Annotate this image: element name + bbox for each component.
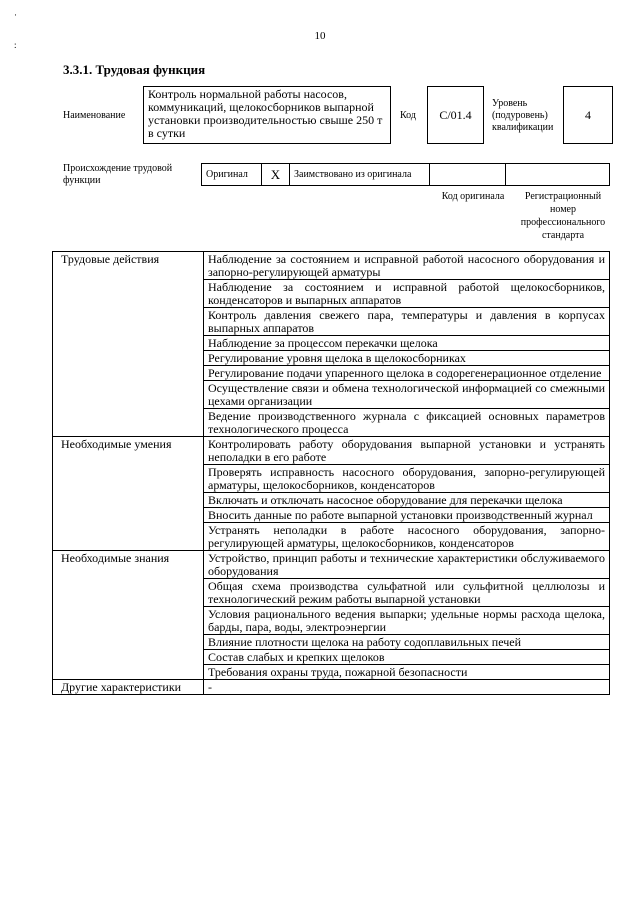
name-value: Контроль нормальной работы насосов, коммуникаций, щелокосборников выпарной установки производительностью свыше 250 т в сутки [143,86,391,144]
item-cell: Контроль давления свежего пара, температуры и давления в корпусах выпарных аппаратов [204,308,610,336]
table-row [53,437,610,465]
scan-mark: : [14,40,17,50]
table-row [53,551,610,579]
category-cell: Другие характеристики [53,680,204,695]
item-cell: Наблюдение за процессом перекачки щелока [204,336,610,351]
level-label: Уровень (подуровень) квалификации [492,98,554,133]
section-title: 3.3.1. Трудовая функция [63,62,206,77]
code-caption: Код оригинала [441,191,505,202]
table-row [53,680,610,695]
item-cell: Наблюдение за состоянием и исправной работой щелокосборников, конденсаторов и выпарных аппаратов [204,280,610,308]
item-cell: Регулирование подачи упаренного щелока в содорегенерационное отделение [204,366,610,381]
item-cell: Включать и отключать насосное оборудование для перекачки щелока [204,493,610,508]
item-cell: Ведение производственного журнала с фиксацией основных параметров технологического процесса [204,409,610,437]
category-cell: Необходимые умения [53,437,204,551]
item-cell: Состав слабых и крепких щелоков [204,650,610,665]
item-cell: Устройство, принцип работы и технические характеристики обслуживаемого оборудования [204,551,610,579]
page-number: 10 [314,30,326,42]
item-cell: Наблюдение за состоянием и исправной работой насосного оборудования и запорно-регулирующей арматуры [204,252,610,280]
item-cell: Осуществление связи и обмена технологической информацией со смежными цехами организации [204,381,610,409]
item-cell: Устранять неполадки в работе насосного оборудования, запорно-регулирующей арматуры, щелокосборников, конденсаторов [204,523,610,551]
name-label: Наименование [63,110,126,121]
origin-code-cell [430,164,506,186]
item-cell: Контролировать работу оборудования выпарной установки и устранять неполадки в его работе [204,437,610,465]
reg-caption: Регистрационный номер профессионального стандарта [520,191,606,241]
item-cell: - [204,680,610,695]
scan-mark: · [14,10,17,20]
origin-reg-cell [506,164,610,186]
origin-label: Происхождение трудовой функции [63,163,173,186]
category-cell: Трудовые действия [53,252,204,437]
item-cell: Общая схема производства сульфатной или сульфитной целлюлозы и технологический режим работы выпарной установки [204,579,610,607]
function-table [52,251,610,695]
item-cell: Влияние плотности щелока на работу содоплавильных печей [204,635,610,650]
code-value: C/01.4 [427,86,484,144]
item-cell: Вносить данные по работе выпарной установки производственный журнал [204,508,610,523]
original-label: Оригинал [202,164,262,186]
category-cell: Необходимые знания [53,551,204,680]
borrowed-label: Заимствовано из оригинала [290,164,430,186]
level-value: 4 [563,86,613,144]
origin-table [201,163,610,186]
code-label: Код [400,110,416,121]
item-cell: Условия рационального ведения выпарки; удельные нормы расхода щелока, барды, пара, воды, электроэнергии [204,607,610,635]
item-cell: Регулирование уровня щелока в щелокосборниках [204,351,610,366]
item-cell: Требования охраны труда, пожарной безопасности [204,665,610,680]
item-cell: Проверять исправность насосного оборудования, запорно-регулирующей арматуры, щелокосборников, конденсаторов [204,465,610,493]
original-mark: X [262,164,290,186]
table-row [53,252,610,280]
